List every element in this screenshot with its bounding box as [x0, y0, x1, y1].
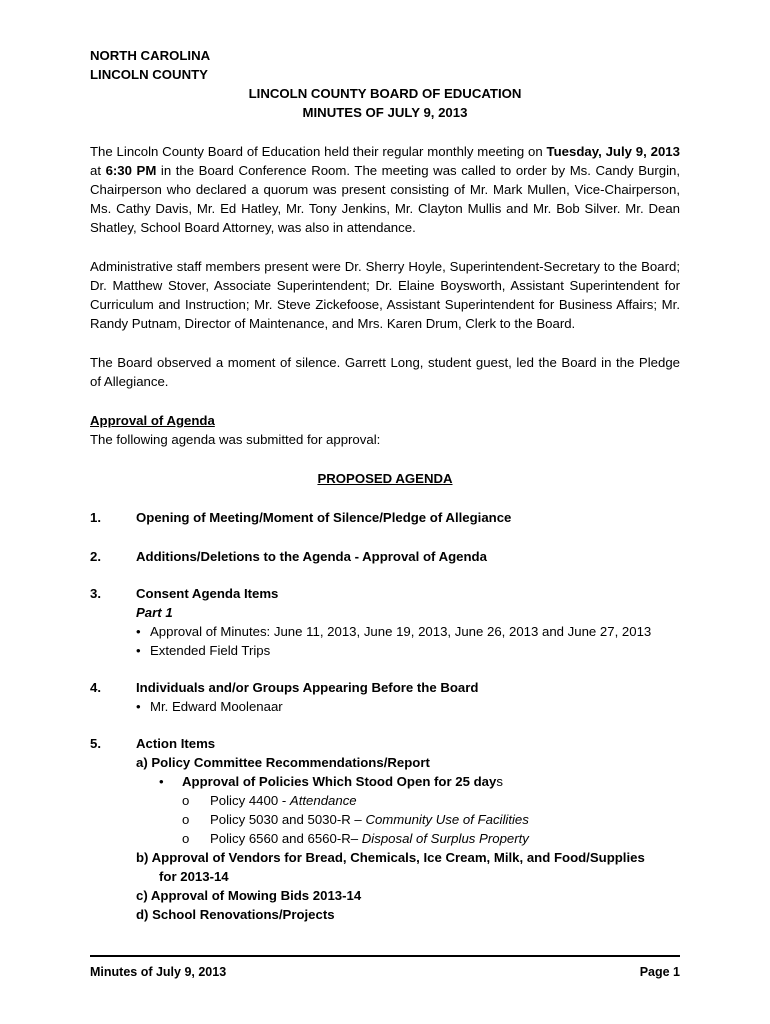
agenda-item-2: 2. Additions/Deletions to the Agenda - Approval of Agenda — [90, 549, 487, 564]
approval-heading: Approval of Agenda — [90, 413, 215, 428]
minutes-title: MINUTES OF JULY 9, 2013 — [302, 105, 468, 120]
agenda-item-5: 5. Action Items a) Policy Committee Recommendations/Report • Approval of Policies Which Stood Open for 25 days o Policy 4400 - Attendance o Policy 5030 and 5030-R – Community Use of Facilities o Policy 6560 and 6560-R– Disposal of Surplus Property b) Approval of Vendors for Bread, Chemicals, Ice Cream, Milk, and Food/Supplies for 2013-14 c) Approval of Mowing Bids 2013-14 d) School Renovations/Projects — [90, 734, 680, 924]
footer-title: Minutes of July 9, 2013 — [90, 965, 227, 979]
page-number: Page 1 — [639, 965, 680, 979]
sub-item-d: d) School Renovations/Projects — [136, 907, 335, 922]
paragraph-staff: Administrative staff members present were Dr. Sherry Hoyle, Superintendent-Secretary to the Board; Dr. Matthew Stover, Associate Superintendent; Dr. Elaine Boysworth, Assistant Superintendent for Curriculum and Instruction; Mr. Steve Zickefoose, Assistant Superintendent for Business Affairs; Mr. Randy Putnam, Director of Maintenance, and Mrs. Karen Drum, Clerk to the Board. — [90, 259, 680, 331]
paragraph-attendance: The Lincoln County Board of Education held their regular monthly meeting on Tuesday, July 9, 2013 at 6:30 PM in the Board Conference Room. The meeting was called to order by Ms. Candy Burgin, Chairperson who declared a quorum was present consisting of Mr. Mark Mullen, Vice-Chairperson, Ms. Cathy Davis, Mr. Ed Hatley, Mr. Tony Jenkins, Mr. Clayton Mullis and Mr. Bob Silver. Mr. Dean Shatley, School Board Attorney, was also in attendance. — [90, 144, 680, 235]
board-title: LINCOLN COUNTY BOARD OF EDUCATION — [248, 86, 522, 101]
paragraph-silence: The Board observed a moment of silence. Garrett Long, student guest, led the Board in the Pledge of Allegiance. — [90, 355, 680, 389]
agenda-item-3: 3. Consent Agenda Items Part 1 • Approval of Minutes: June 11, 2013, June 19, 2013, June 26, 2013 and June 27, 2013 • Extended Field Trips — [90, 584, 680, 660]
list-item: • Mr. Edward Moolenaar — [136, 697, 680, 716]
agenda-item-1: 1. Opening of Meeting/Moment of Silence/Pledge of Allegiance — [90, 510, 512, 525]
list-item: o Policy 5030 and 5030-R – Community Use of Facilities — [182, 810, 680, 829]
header-state: NORTH CAROLINA — [90, 48, 211, 63]
approval-text: The following agenda was submitted for approval: — [90, 432, 381, 447]
header-county: LINCOLN COUNTY — [90, 67, 208, 82]
list-item: o Policy 4400 - Attendance — [182, 791, 680, 810]
agenda-title: PROPOSED AGENDA — [317, 471, 453, 486]
approval-section — [90, 411, 680, 449]
sub-item-a: a) Policy Committee Recommendations/Report — [136, 755, 430, 770]
document-page — [90, 46, 680, 924]
sub-item-c: c) Approval of Mowing Bids 2013-14 — [136, 888, 362, 903]
page-footer — [90, 955, 680, 979]
list-item: • Extended Field Trips — [136, 641, 680, 660]
list-item: • Approval of Minutes: June 11, 2013, June 19, 2013, June 26, 2013 and June 27, 2013 — [136, 622, 680, 641]
list-item: • Approval of Policies Which Stood Open for 25 days — [159, 772, 680, 791]
list-item: o Policy 6560 and 6560-R– Disposal of Surplus Property — [182, 829, 680, 848]
agenda-item-4: 4. Individuals and/or Groups Appearing Before the Board • Mr. Edward Moolenaar — [90, 678, 680, 716]
sub-item-b: b) Approval of Vendors for Bread, Chemicals, Ice Cream, Milk, and Food/Supplies — [136, 850, 645, 865]
sub-item-b-cont: for 2013-14 — [159, 869, 229, 884]
part-label: Part 1 — [136, 605, 173, 620]
